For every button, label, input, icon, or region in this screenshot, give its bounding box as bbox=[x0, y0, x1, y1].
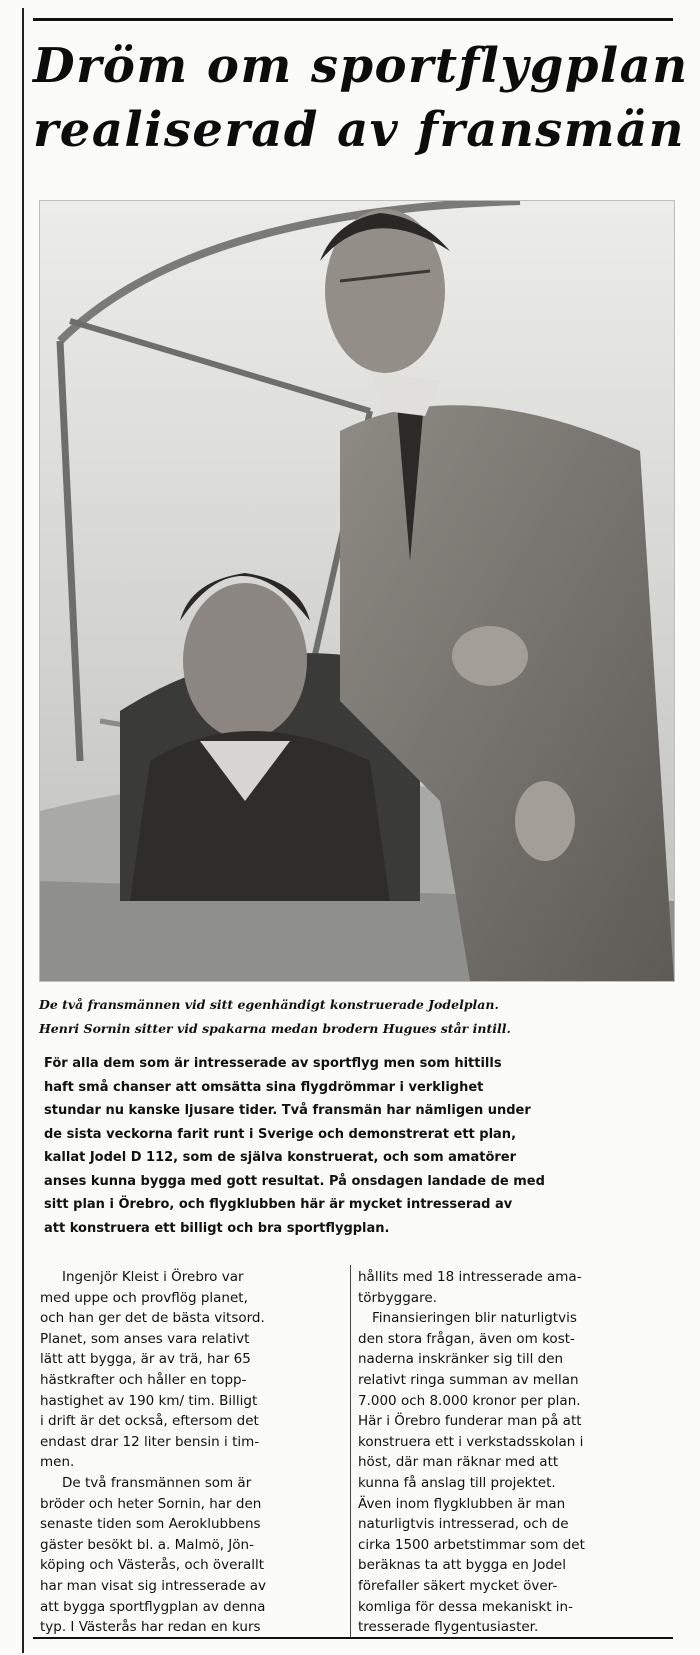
lead-line: sitt plan i Örebro, och flygklubben här är mycket intresserad av bbox=[44, 1197, 513, 1212]
body-line: men. bbox=[40, 1454, 75, 1471]
body-line: den stora frågan, även om kost- bbox=[358, 1330, 575, 1347]
top-rule bbox=[33, 18, 673, 21]
body-line: köping och Västerås, och överallt bbox=[40, 1557, 265, 1574]
body-line: Finansieringen blir naturligtvis bbox=[372, 1310, 577, 1327]
lead-line: stundar nu kanske ljusare tider. Två fransmän har nämligen under bbox=[44, 1103, 531, 1118]
lead-line: att konstruera ett billigt och bra sportflygplan. bbox=[44, 1220, 390, 1236]
body-line: bröder och heter Sornin, har den bbox=[40, 1495, 262, 1512]
body-line: lätt att bygga, är av trä, har 65 bbox=[40, 1351, 251, 1368]
body-line: gäster besökt bl. a. Malmö, Jön- bbox=[40, 1536, 254, 1553]
body-line: 7.000 och 8.000 kronor per plan. bbox=[358, 1392, 581, 1409]
photo-illustration bbox=[40, 201, 674, 981]
lead-line: För alla dem som är intresserade av sportflyg men som hittills bbox=[44, 1056, 502, 1071]
body-line: Ingenjör Kleist i Örebro var bbox=[62, 1269, 244, 1285]
lead-paragraph bbox=[44, 1052, 674, 1240]
body-line: Även inom flygklubben är man bbox=[358, 1495, 566, 1512]
body-line: hästkrafter och håller en topp- bbox=[40, 1371, 247, 1388]
lead-line: kallat Jodel D 112, som de själva konstruerat, och som amatörer bbox=[44, 1150, 517, 1165]
body-line: relativt ringa summan av mellan bbox=[358, 1371, 579, 1388]
body-column-2 bbox=[358, 1267, 676, 1638]
body-line: cirka 1500 arbetstimmar som det bbox=[358, 1536, 585, 1553]
caption-line: Henri Sornin sitter vid spakarna medan brodern Hugues står intill. bbox=[39, 1021, 511, 1036]
lead-line: de sista veckorna farit runt i Sverige och demonstrerat ett plan, bbox=[44, 1126, 517, 1142]
body-line: naturligtvis intresserad, och de bbox=[358, 1516, 569, 1533]
body-line: typ. I Västerås har redan en kurs bbox=[40, 1619, 261, 1636]
body-line: endast drar 12 liter bensin i tim- bbox=[40, 1433, 260, 1450]
body-line: De två fransmännen som är bbox=[62, 1474, 252, 1491]
body-line: naderna inskränker sig till den bbox=[358, 1351, 564, 1368]
body-line: tresserade flygentusiaster. bbox=[358, 1619, 539, 1636]
news-photo bbox=[39, 200, 675, 982]
body-line: Här i Örebro funderar man på att bbox=[358, 1413, 582, 1430]
body-line: kunna få anslag till projektet. bbox=[358, 1474, 556, 1491]
body-line: komliga för dessa mekaniskt in- bbox=[358, 1598, 573, 1615]
body-line: hastighet av 190 km/ tim. Billigt bbox=[40, 1392, 258, 1409]
body-column-1 bbox=[40, 1267, 345, 1638]
column-rule-left bbox=[22, 8, 24, 1653]
body-line: att bygga sportflygplan av denna bbox=[40, 1598, 266, 1615]
column-divider bbox=[350, 1265, 351, 1637]
body-line: törbyggare. bbox=[358, 1289, 437, 1306]
body-line: förefaller säkert mycket över- bbox=[358, 1577, 558, 1594]
body-line: med uppe och provflög planet, bbox=[40, 1289, 248, 1306]
body-line: höst, där man räknar med att bbox=[358, 1454, 559, 1471]
body-line: senaste tiden som Aeroklubbens bbox=[40, 1516, 261, 1533]
body-line: Planet, som anses vara relativt bbox=[40, 1330, 250, 1347]
headline bbox=[33, 34, 689, 162]
headline-line: Dröm om sportflygplan bbox=[33, 38, 689, 94]
body-line: och han ger det de bästa vitsord. bbox=[40, 1310, 265, 1327]
bottom-rule bbox=[33, 1637, 673, 1639]
caption-line: De två fransmännen vid sitt egenhändigt konstruerade Jodelplan. bbox=[39, 997, 499, 1012]
lead-line: anses kunna bygga med gott resultat. På onsdagen landade de med bbox=[44, 1173, 545, 1189]
photo-caption bbox=[39, 993, 679, 1041]
headline-line: realiserad av fransmän bbox=[33, 102, 686, 158]
body-line: i drift är det också, eftersom det bbox=[40, 1413, 259, 1430]
body-line: har man visat sig intresserade av bbox=[40, 1577, 266, 1594]
body-line: hållits med 18 intresserade ama- bbox=[358, 1269, 582, 1285]
body-line: konstruera ett i verkstadsskolan i bbox=[358, 1433, 584, 1450]
body-line: beräknas ta att bygga en Jodel bbox=[358, 1557, 566, 1574]
lead-line: haft små chanser att omsätta sina flygdrömmar i verklighet bbox=[44, 1079, 484, 1095]
